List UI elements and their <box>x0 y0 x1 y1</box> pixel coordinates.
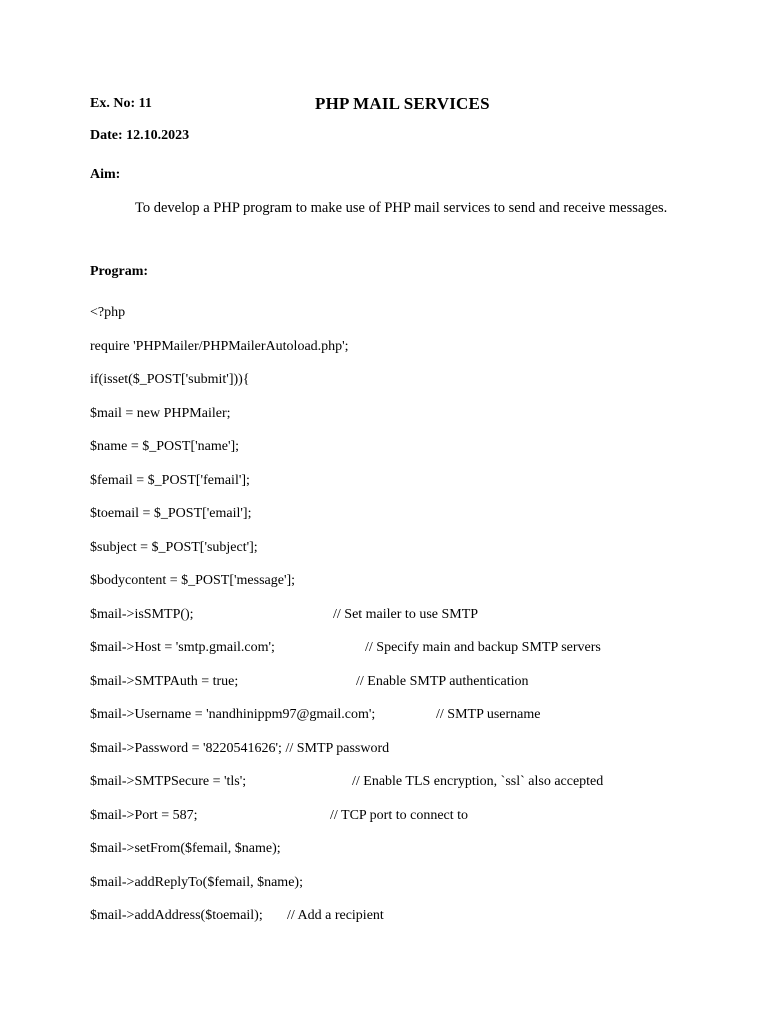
code-comment: // Specify main and backup SMTP servers <box>365 640 601 655</box>
code-line <box>90 404 730 438</box>
code-statement: $name = $_POST['name']; <box>90 439 240 454</box>
code-statement: $subject = $_POST['subject']; <box>90 539 258 555</box>
code-statement: $mail->addAddress($toemail); <box>90 908 263 923</box>
code-statement: <?php <box>90 305 126 320</box>
code-line <box>90 906 730 940</box>
code-line <box>90 504 730 538</box>
code-statement: $femail = $_POST['femail']; <box>90 472 250 488</box>
code-statement: $mail->isSMTP(); <box>90 606 194 622</box>
code-statement: $mail->Username = 'nandhinippm97@gmail.com'; <box>90 707 376 722</box>
code-comment: // Set mailer to use SMTP <box>333 606 479 622</box>
code-comment: // SMTP username <box>436 707 541 722</box>
exercise-date: Date: 12.10.2023 <box>90 128 190 143</box>
code-statement: $mail->Port = 587; <box>90 807 198 823</box>
code-line <box>90 839 730 873</box>
code-line <box>90 605 730 639</box>
code-line <box>90 337 730 371</box>
code-statement: $mail->addReplyTo($femail, $name); <box>90 874 303 890</box>
code-statement: if(isset($_POST['submit'])){ <box>90 372 250 387</box>
code-line <box>90 437 730 471</box>
code-statement: $mail->Password = '8220541626'; // SMTP password <box>90 740 390 756</box>
code-block <box>90 303 730 940</box>
code-line <box>90 672 730 706</box>
code-line <box>90 571 730 605</box>
code-line <box>90 705 730 739</box>
code-line <box>90 303 730 337</box>
code-comment: // Add a recipient <box>287 908 384 923</box>
code-statement: require 'PHPMailer/PHPMailerAutoload.php'; <box>90 338 349 354</box>
code-comment: // Enable TLS encryption, `ssl` also accepted <box>352 774 604 789</box>
code-statement: $mail->setFrom($femail, $name); <box>90 841 281 856</box>
code-line <box>90 638 730 672</box>
code-statement: $mail->SMTPAuth = true; <box>90 673 239 689</box>
code-statement: $mail = new PHPMailer; <box>90 405 231 421</box>
code-line <box>90 538 730 572</box>
aim-text: To develop a PHP program to make use of PHP mail services to send and receive messages. <box>135 200 668 216</box>
code-comment: // TCP port to connect to <box>330 807 469 823</box>
code-statement: $mail->SMTPSecure = 'tls'; <box>90 774 247 789</box>
code-line <box>90 772 730 806</box>
code-line <box>90 739 730 773</box>
code-line <box>90 471 730 505</box>
code-statement: $toemail = $_POST['email']; <box>90 506 252 521</box>
code-line <box>90 806 730 840</box>
code-comment: // Enable SMTP authentication <box>356 673 529 689</box>
code-statement: $bodycontent = $_POST['message']; <box>90 573 296 588</box>
program-heading: Program: <box>90 264 149 279</box>
page-title: PHP MAIL SERVICES <box>315 94 490 113</box>
code-line <box>90 370 730 404</box>
exercise-number: Ex. No: 11 <box>90 96 152 111</box>
aim-heading: Aim: <box>90 167 121 182</box>
code-statement: $mail->Host = 'smtp.gmail.com'; <box>90 640 275 655</box>
code-line <box>90 873 730 907</box>
